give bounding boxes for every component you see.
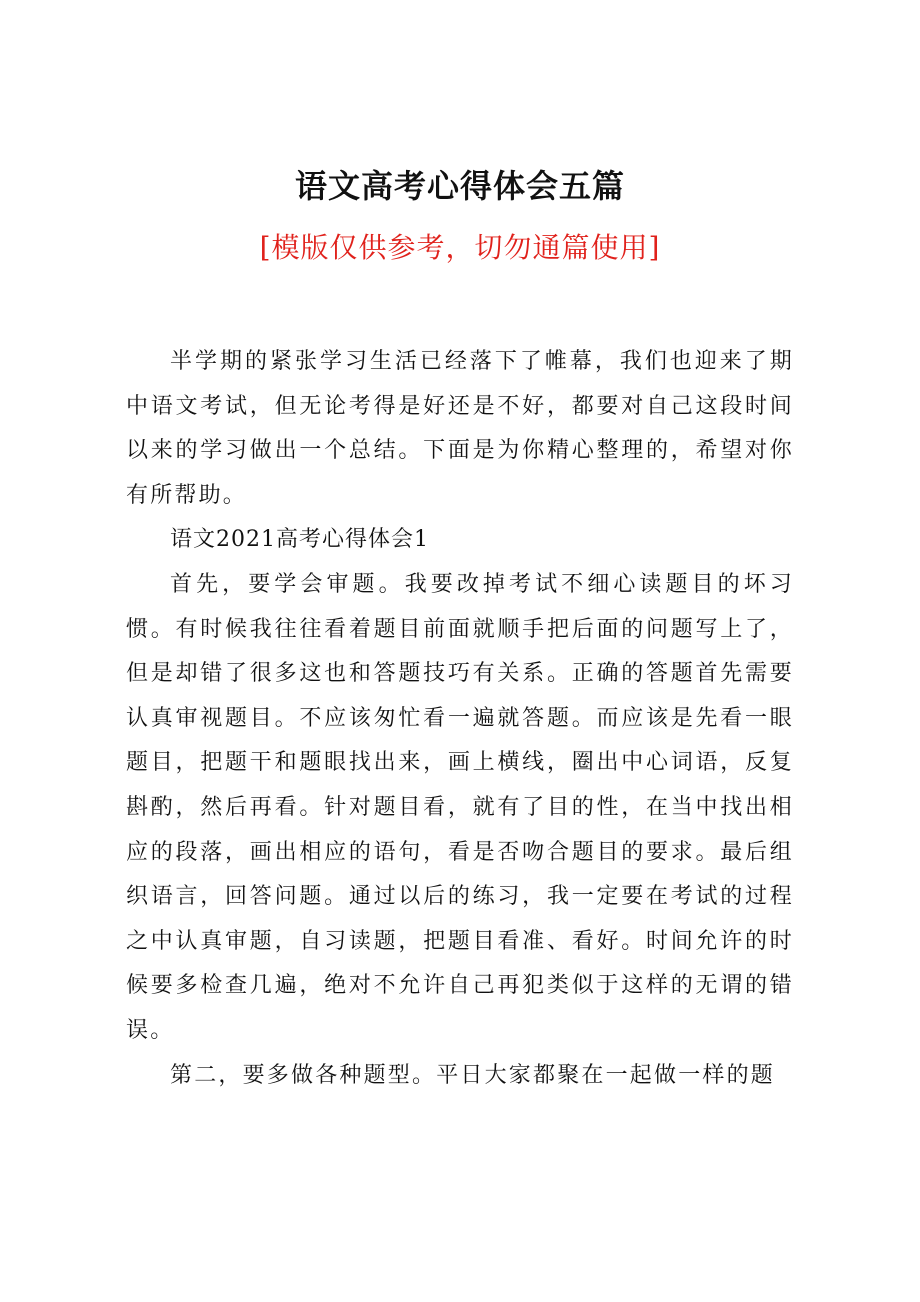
intro-paragraph: 半学期的紧张学习生活已经落下了帷幕，我们也迎来了期中语文考试，但无论考得是好还是不好，都要对自己这段时间以来的学习做出一个总结。下面是为你精心整理的，希望对你有所帮助。 bbox=[126, 349, 794, 508]
document-subtitle: [模版仅供参考，切勿通篇使用] bbox=[259, 231, 661, 264]
section-heading: 语文2021高考心得体会1 bbox=[170, 527, 429, 553]
body-paragraph-first: 首先，要学会审题。我要改掉考试不细心读题目的坏习惯。有时候我往往看着题目前面就顺手把后面的问题写上了，但是却错了很多这也和答题技巧有关系。正确的答题首先需要认真审视题目。不应该匆忙看一遍就答题。而应该是先看一眼题目，把题干和题眼找出来，画上横线，圈出中心词语，反复斟酌，然后再看。针对题目看，就有了目的性，在当中找出相应的段落，画出相应的语句，看是否吻合题目的要求。最后组织语言，回答问题。通过以后的练习，我一定要在考试的过程之中认真审题，自习读题，把题目看准、看好。时间允许的时候要多检查几遍，绝对不允许自己再犯类似于这样的无谓的错误。 bbox=[126, 571, 794, 1043]
body-paragraph-second: 第二，要多做各种题型。平日大家都聚在一起做一样的题 bbox=[170, 1062, 776, 1088]
document-body bbox=[126, 340, 794, 1098]
document-title: 语文高考心得体会五篇 bbox=[294, 167, 625, 205]
